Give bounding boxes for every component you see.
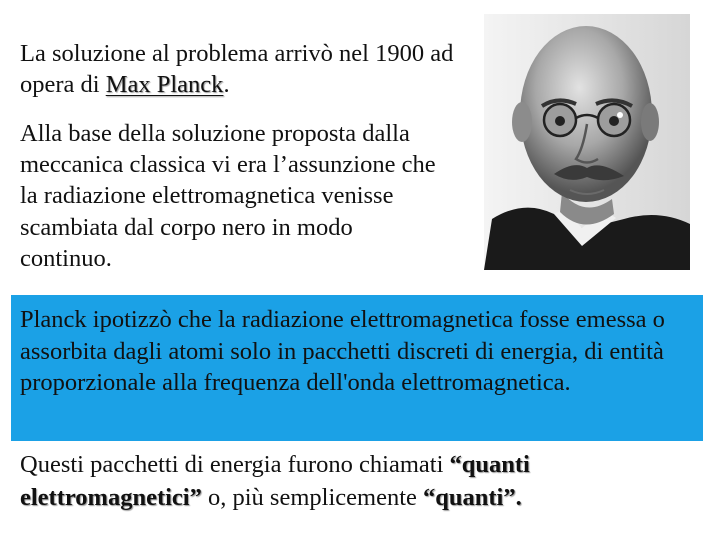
quanta-text-start: Questi pacchetti di energia furono chiamati — [20, 451, 450, 478]
quanti-elettromagnetici-term: “quanti elettromagnetici” — [20, 451, 530, 511]
intro-text: La soluzione al problema arrivò nel 1900 ad opera di — [20, 40, 454, 98]
intro-period: . — [223, 71, 230, 98]
paragraph-classical-assumption: Alla base della soluzione proposta dalla meccanica classica vi era l’assunzione che la radiazione elettromagnetica venisse scambiata dal corpo nero in modo continuo. — [20, 120, 436, 272]
paragraph-quanta — [20, 448, 710, 514]
quanti-term: “quanti”. — [423, 484, 522, 511]
paragraph-intro — [20, 38, 480, 100]
paragraph-planck-hypothesis: Planck ipotizzò che la radiazione elettromagnetica fosse emessa o assorbita dagli atomi solo in pacchetti discreti di energia, di entità proporzionale alla frequenza dell'onda elettromagnetica. — [20, 306, 665, 397]
max-planck-link[interactable]: Max Planck — [105, 71, 224, 98]
max-planck-portrait — [484, 14, 690, 270]
quanta-text-mid: o, più semplicemente — [201, 484, 423, 511]
